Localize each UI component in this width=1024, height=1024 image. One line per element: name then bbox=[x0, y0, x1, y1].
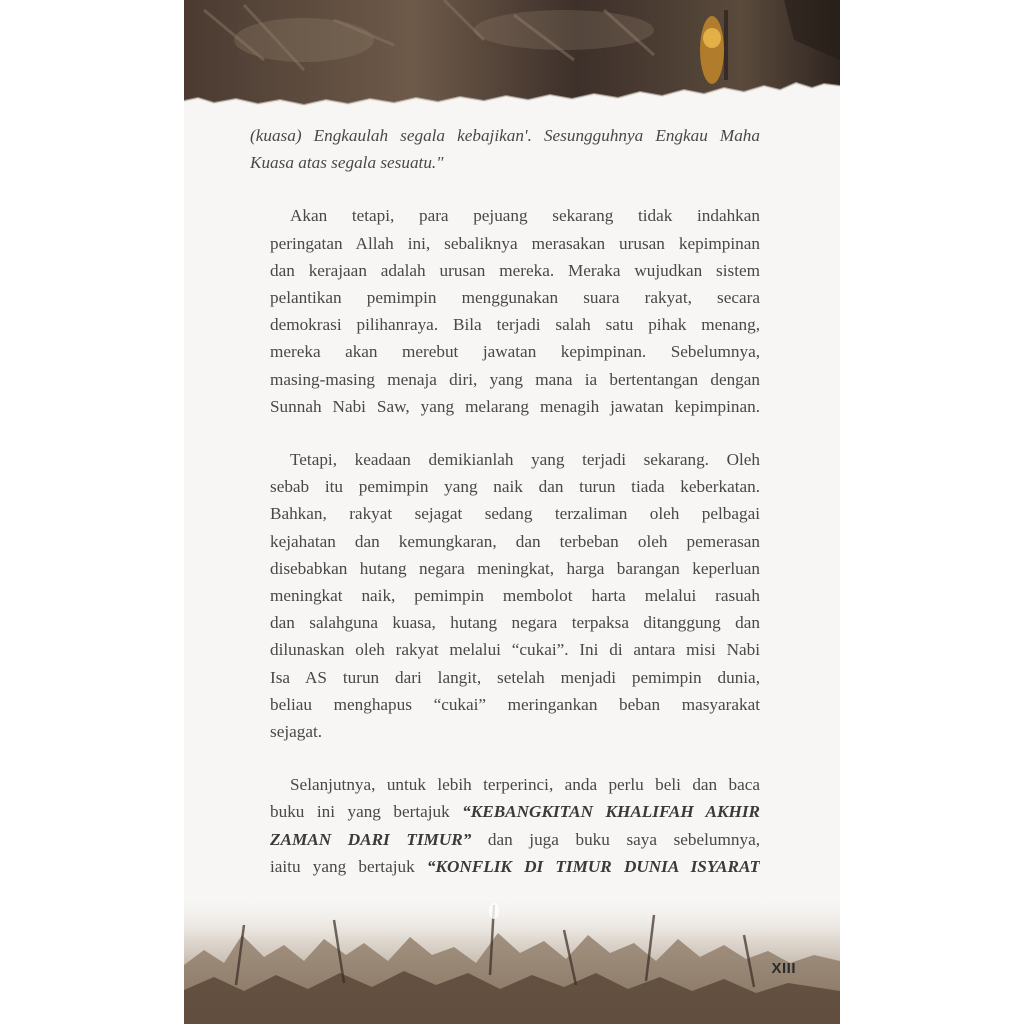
paragraph-1-line: demokrasi pilihanraya. Bila terjadi salah satu pihak menang, bbox=[270, 315, 760, 335]
body-text bbox=[250, 122, 760, 880]
paragraph-1-line: Akan tetapi, para pejuang sekarang tidak indahkan bbox=[290, 206, 760, 226]
quote-paragraph bbox=[250, 122, 760, 176]
paragraph-1-line: peringatan Allah ini, sebaliknya merasakan urusan kepimpinan bbox=[270, 233, 760, 253]
paragraph-2 bbox=[250, 446, 760, 745]
paragraph-1-line: mereka akan merebut jawatan kepimpinan. Sebelumnya, bbox=[270, 342, 760, 362]
paragraph-1-line: masing-masing menaja diri, yang mana ia bertentangan dengan bbox=[270, 369, 760, 389]
paragraph-2-line: dan salahguna kuasa, hutang negara terpaksa ditanggung dan bbox=[270, 613, 760, 633]
closing-line-4-prefix: iaitu yang bertajuk bbox=[270, 856, 427, 876]
closing-line-1: Selanjutnya, untuk lebih terperinci, anda perlu beli dan baca bbox=[290, 775, 760, 795]
book-title-1-part-2: ZAMAN DARI TIMUR” bbox=[270, 829, 472, 849]
paragraph-1-line: dan kerajaan adalah urusan mereka. Meraka wujudkan sistem bbox=[270, 260, 760, 280]
paragraph-2-line: sejagat. bbox=[270, 722, 323, 742]
paragraph-2-line: beliau menghapus “cukai” meringankan beban masyarakat bbox=[270, 694, 760, 714]
quote-line-2: Kuasa atas segala sesuatu." bbox=[250, 153, 444, 173]
book-title-2: “KONFLIK DI TIMUR DUNIA ISYARAT bbox=[426, 856, 760, 876]
paragraph-1 bbox=[250, 202, 760, 420]
page-number: XIII bbox=[771, 960, 796, 977]
paragraph-2-line: dilunaskan oleh rakyat melalui “cukai”. Ini di antara misi Nabi bbox=[270, 640, 760, 660]
closing-line-3 bbox=[250, 826, 760, 853]
closing-line-3-suffix: dan juga buku saya sebelumnya, bbox=[471, 829, 760, 849]
closing-line-2-prefix: buku ini yang bertajuk bbox=[270, 802, 463, 822]
top-illustration-banner bbox=[184, 0, 840, 112]
paragraph-1-line: Sunnah Nabi Saw, yang melarang menagih jawatan kepimpinan. bbox=[270, 396, 760, 416]
paragraph-2-line: Isa AS turun dari langit, setelah menjadi pemimpin dunia, bbox=[270, 667, 760, 687]
closing-line-4 bbox=[250, 853, 760, 880]
book-title-1-part-1: “KEBANGKITAN KHALIFAH AKHIR bbox=[462, 802, 760, 822]
paragraph-2-line: meningkat naik, pemimpin membolot harta melalui rasuah bbox=[270, 586, 760, 606]
paragraph-3 bbox=[250, 771, 760, 880]
paragraph-2-line: Bahkan, rakyat sejagat sedang terzaliman oleh pelbagai bbox=[270, 504, 760, 524]
quote-line-1: (kuasa) Engkaulah segala kebajikan'. Sesungguhnya Engkau Maha bbox=[250, 126, 760, 145]
paragraph-2-line: kejahatan dan kemungkaran, dan terbeban oleh pemerasan bbox=[270, 531, 760, 551]
paragraph-2-line: Tetapi, keadaan demikianlah yang terjadi sekarang. Oleh bbox=[290, 450, 760, 470]
paragraph-2-line: disebabkan hutang negara meningkat, harga barangan keperluan bbox=[270, 558, 760, 578]
bottom-illustration-banner bbox=[184, 895, 840, 1024]
paragraph-2-line: sebab itu pemimpin yang naik dan turun tiada keberkatan. bbox=[270, 477, 760, 497]
book-page bbox=[184, 0, 840, 1024]
closing-line-2 bbox=[250, 798, 760, 825]
paragraph-1-line: pelantikan pemimpin menggunakan suara rakyat, secara bbox=[270, 288, 760, 308]
